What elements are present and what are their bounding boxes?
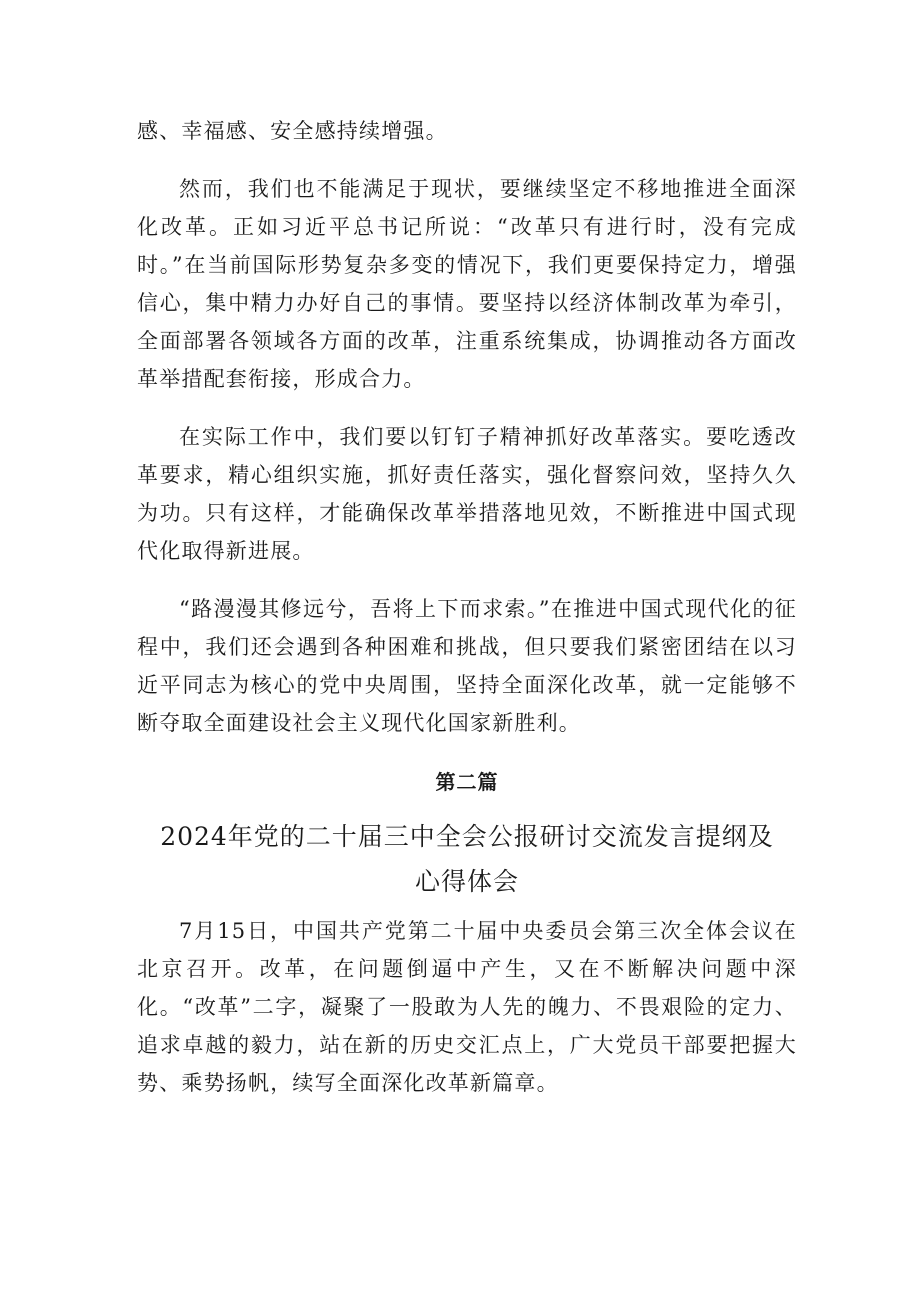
document-page bbox=[137, 112, 797, 1102]
paragraph-3: 在实际工作中，我们要以钉钉子精神抓好改革落实。要吃透改革要求，精心组织实施，抓好责任落实，强化督察问效，坚持久久为功。只有这样，才能确保改革举措落地见效，不断推进中国式现代化取得新进展。 bbox=[137, 425, 797, 563]
document-title-line-2: 心得体会 bbox=[414, 867, 519, 896]
paragraph-2: 然而，我们也不能满足于现状，要继续坚定不移地推进全面深化改革。正如习近平总书记所说：“改革只有进行时，没有完成时。”在当前国际形势复杂多变的情况下，我们更要保持定力，增强信心，集中精力办好自己的事情。要坚持以经济体制改革为牵引，全面部署各领域各方面的改革，注重系统集成，协调推动各方面改革举措配套衔接，形成合力。 bbox=[137, 177, 797, 391]
section-heading: 第二篇 bbox=[435, 770, 499, 794]
paragraph-1: 感、幸福感、安全感持续增强。 bbox=[137, 119, 448, 143]
paragraph-4: “路漫漫其修远兮，吾将上下而求索。”在推进中国式现代化的征程中，我们还会遇到各种困难和挑战，但只要我们紧密团结在以习近平同志为核心的党中央周围，坚持全面深化改革，就一定能够不断夺取全面建设社会主义现代化国家新胜利。 bbox=[137, 597, 797, 735]
paragraph-5: 7月15日，中国共产党第二十届中央委员会第三次全体会议在北京召开。改革，在问题倒逼中产生，又在不断解决问题中深化。“改革”二字，凝聚了一股敢为人先的魄力、不畏艰险的定力、追求卓越的毅力，站在新的历史交汇点上，广大党员干部要把握大势、乘势扬帆，续写全面深化改革新篇章。 bbox=[137, 919, 797, 1095]
document-title bbox=[137, 814, 797, 904]
document-title-line-1: 2024年党的二十届三中全会公报研讨交流发言提纲及 bbox=[160, 822, 774, 851]
section-title-block bbox=[137, 764, 797, 904]
